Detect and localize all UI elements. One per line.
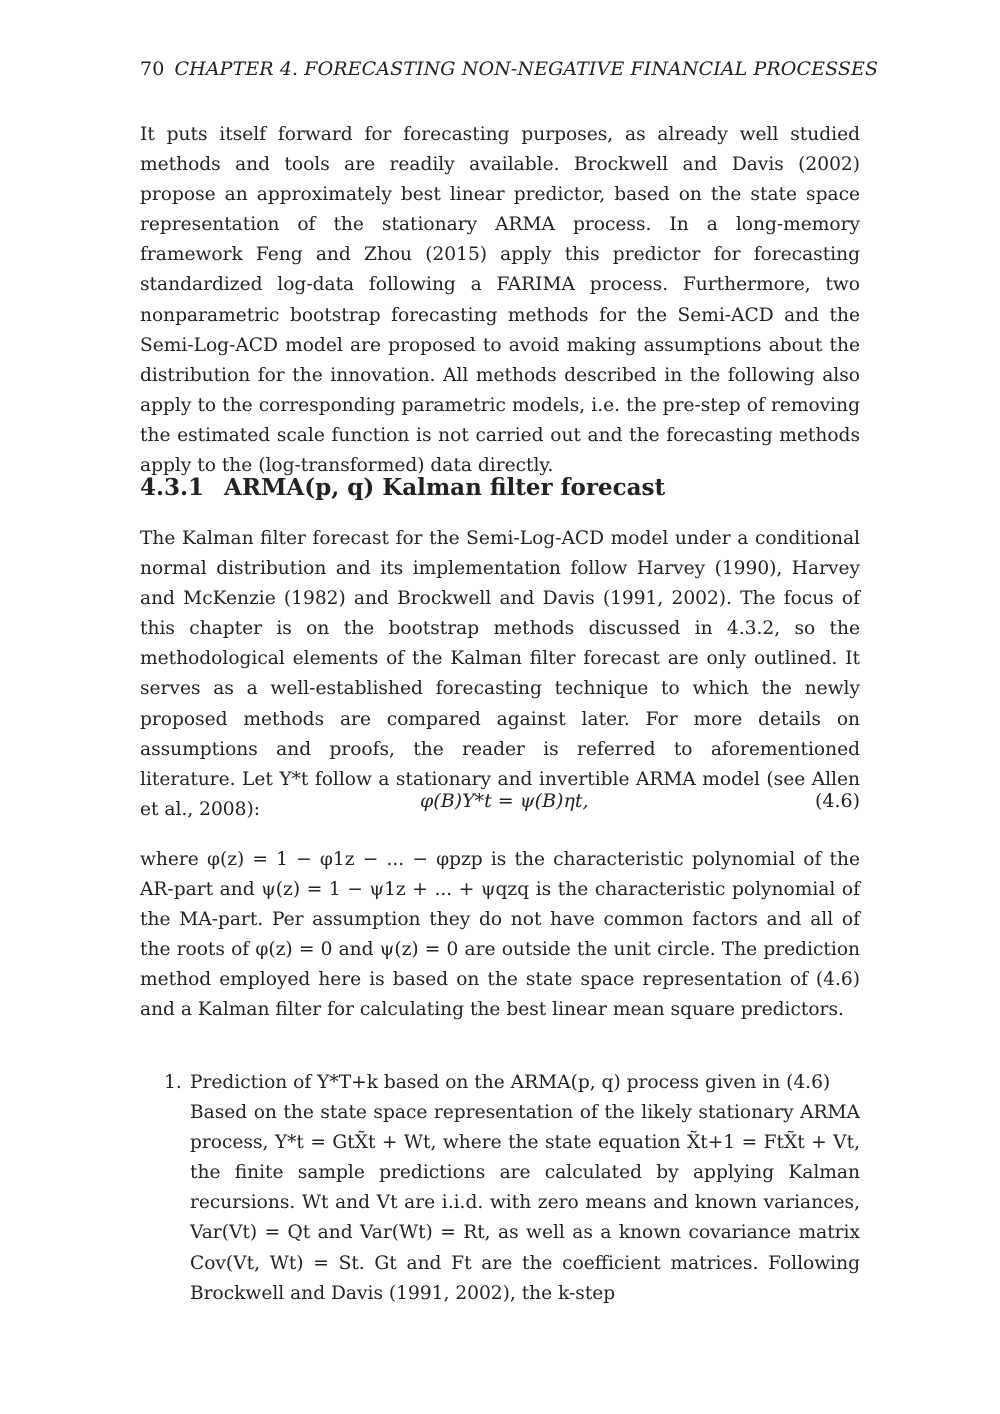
equation-text: φ(B)Y*t = ψ(B)ηt, xyxy=(420,790,589,812)
list-item xyxy=(140,1068,860,1309)
list-marker: 1. xyxy=(164,1072,182,1093)
section-title: ARMA(p, q) Kalman filter forecast xyxy=(224,474,666,501)
list-item-body: Based on the state space representation of the likely stationary ARMA process, Y*t = GtX̃t + Wt, where the state equation X̃t+1 = FtX̃t + Vt, the finite sample predictions are calculated by applying Kalman recursions. Wt and Vt are i.i.d. with zero means and known variances, Var(Vt) = Qt and Var(Wt) = Rt, as well as a known covariance matrix Cov(Vt, Wt) = St. Gt and Ft are the coefficient matrices. Following Brockwell and Davis (1991, 2002), the k-step xyxy=(190,1102,860,1304)
section-heading xyxy=(140,474,860,501)
section-number: 4.3.1 xyxy=(140,474,205,501)
kalman-paragraph: The Kalman filter forecast for the Semi-Log-ACD model under a conditional normal distribution and its implementation follow Harvey (1990), Harvey and McKenzie (1982) and Brockwell and Davis (1991, 2002). The focus of this chapter is on the bootstrap methods discussed in 4.3.2, so the methodological elements of the Kalman filter forecast are only outlined. It serves as a well-established forecasting technique to which the newly proposed methods are compared against later. For more details on assumptions and proofs, the reader is referred to aforementioned literature. Let Y*t follow a stationary and invertible ARMA model (see Allen et al., 2008): xyxy=(140,528,860,820)
document-page xyxy=(140,0,879,1414)
equation-number: (4.6) xyxy=(814,790,860,812)
polynomial-paragraph: where φ(z) = 1 − φ1z − ... − φpzp is the characteristic polynomial of the AR-part and ψ(z) = 1 − ψ1z + ... + ψqzq is the characteristic polynomial of the MA-part. Per assumption they do not have common factors and all of the roots of φ(z) = 0 and ψ(z) = 0 are outside the unit circle. The prediction method employed here is based on the state space representation of (4.6) and a Kalman filter for calculating the best linear mean square predictors. xyxy=(140,849,860,1021)
intro-paragraph: It puts itself forward for forecasting purposes, as already well studied methods and tools are readily available. Brockwell and Davis (2002) propose an approximately best linear predictor, based on the state space representation of the stationary ARMA process. In a long-memory framework Feng and Zhou (2015) apply this predictor for forecasting standardized log-data following a FARIMA process. Furthermore, two nonparametric bootstrap forecasting methods for the Semi-ACD and the Semi-Log-ACD model are proposed to avoid making assumptions about the distribution for the innovation. All methods described in the following also apply to the corresponding parametric models, i.e. the pre-step of removing the estimated scale function is not carried out and the forecasting methods apply to the (log-transformed) data directly. xyxy=(140,124,860,477)
chapter-title: CHAPTER 4. FORECASTING NON-NEGATIVE FINANCIAL PROCESSES xyxy=(174,58,879,80)
page-number: 70 xyxy=(140,58,165,80)
list-item-title: Prediction of Y*T+k based on the ARMA(p, q) process given in (4.6) xyxy=(190,1072,831,1093)
numbered-list xyxy=(140,1068,860,1309)
equation-4-6 xyxy=(140,790,860,824)
running-header xyxy=(140,58,879,80)
